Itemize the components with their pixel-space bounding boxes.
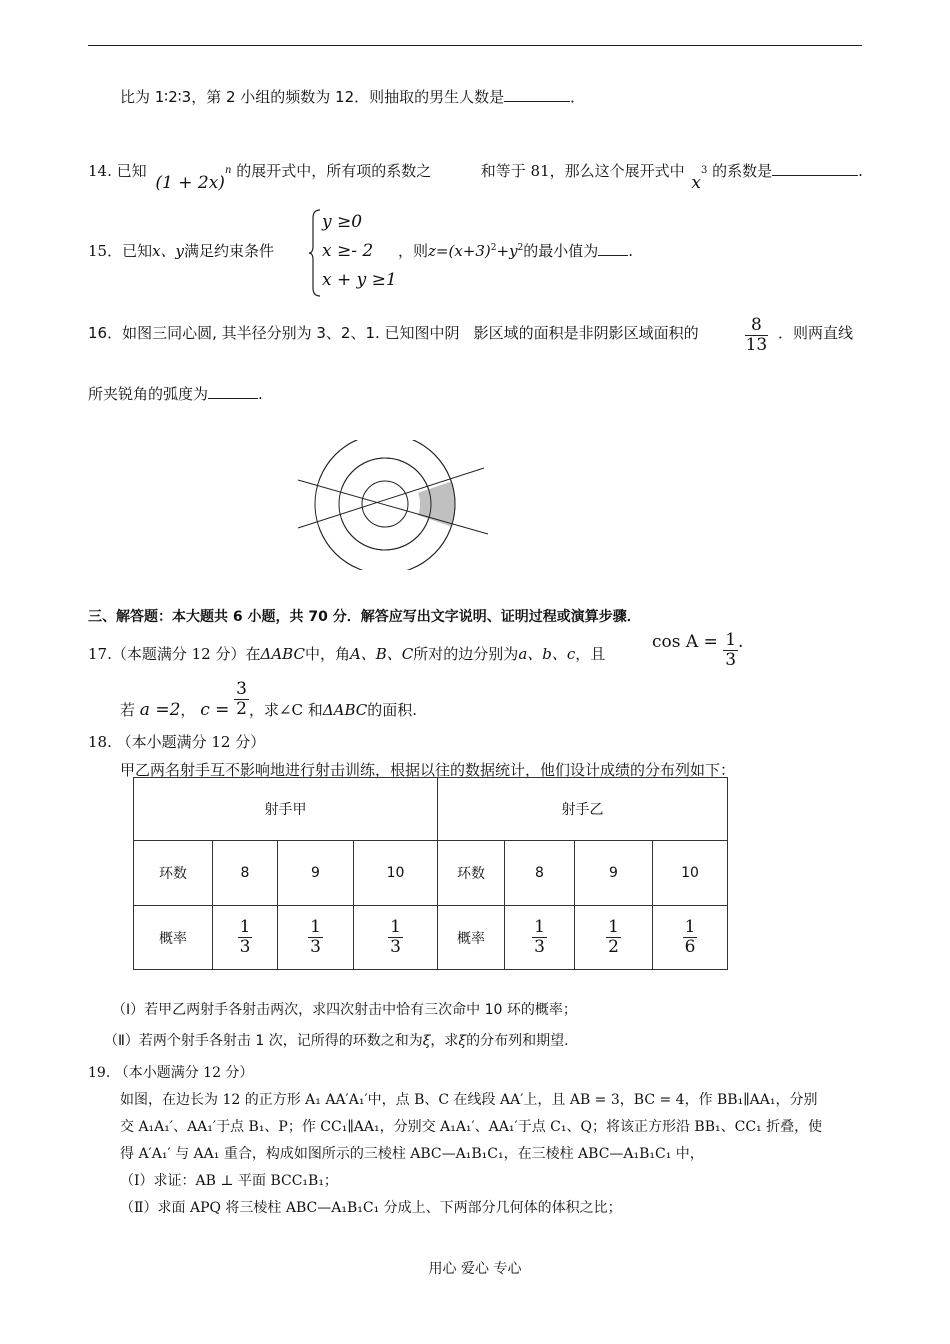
a-ring-8: 8: [213, 841, 278, 906]
shooting-distribution-table: [133, 777, 728, 970]
b-prob-8: $\frac{1}{3}$: [505, 906, 575, 970]
a-ring-10: 10: [354, 841, 438, 906]
q15-system: [322, 208, 397, 295]
ring-label-a: 环数: [134, 841, 213, 906]
q19-line2: 交 A₁A₁′、AA₁′于点 B₁、P；作 CC₁∥AA₁，分别交 A₁A₁′、AA₁′于点 C₁、Q；将该正方形沿 BB₁、CC₁ 折叠，使: [120, 1119, 823, 1135]
q13-blank: [504, 100, 570, 102]
prob-label-a: 概率: [134, 906, 213, 970]
q15-tail: ，则$z=(x+3)^2+y^2$的最小值为 .: [398, 242, 634, 260]
b-prob-9: $\frac{1}{2}$: [575, 906, 653, 970]
section3-heading: 三、解答题：本大题共 6 小题，共 70 分．解答应写出文字说明、证明过程或演算步骤．: [88, 609, 641, 625]
q17-line2: 若 a =2， c = $\frac{3}{2}$ ，求∠C 和ΔABC的面积.: [120, 679, 418, 721]
q14-mid: 的展开式中，所有项的系数之: [236, 162, 432, 180]
a-prob-9: $\frac{1}{3}$: [278, 906, 354, 970]
q16-fraction: $\frac{8}{13}$: [745, 315, 768, 355]
b-prob-10: $\frac{1}{6}$: [653, 906, 728, 970]
q19-head: 19. （本小题满分 12 分）: [88, 1065, 254, 1081]
ring-label-b: 环数: [438, 841, 505, 906]
q13-text: 比为 1∶2∶3，第 2 小组的频数为 12．则抽取的男生人数是: [120, 88, 505, 106]
q18-part2: （Ⅱ）若两个射手各射击 1 次，记所得的环数之和为ξ，求ξ的分布列和期望.: [104, 1033, 569, 1049]
q18-intro: 甲乙两名射手互不影响地进行射击训练，根据以往的数据统计，他们设计成绩的分布列如下：: [120, 761, 736, 779]
b-ring-8: 8: [505, 841, 575, 906]
shooter-b-header: 射手乙: [438, 778, 728, 841]
q19-line3: 得 A′A₁′ 与 AA₁ 重合，构成如图所示的三棱柱 ABC—A₁B₁C₁，在三棱柱 ABC—A₁B₁C₁ 中，: [120, 1146, 704, 1162]
q19-line4: （Ⅰ）求证：AB ⊥ 平面 BCC₁B₁；: [120, 1173, 338, 1189]
q14-tail: 的系数是: [712, 162, 773, 180]
b-ring-10: 10: [653, 841, 728, 906]
q15-brace: [308, 208, 322, 298]
q14-blank: [772, 174, 858, 176]
q15-cond-1: y ≥0: [322, 212, 363, 232]
a-prob-10: $\frac{1}{3}$: [354, 906, 438, 970]
q15-blank: [598, 254, 628, 256]
q17-line1: 17.（本题满分 12 分）在ΔABC中，角A、B、C所对的边分别为a、b、c，且: [88, 645, 606, 663]
q14-expr: $(1 + 2x)^n$: [155, 165, 232, 193]
q16-blank: [208, 397, 258, 399]
q15-cond-2: x ≥- 2: [322, 241, 374, 261]
q14-mid2: 和等于 81，那么这个展开式中: [480, 162, 685, 180]
q14-prefix: 14. 已知: [88, 162, 147, 180]
q19-line1: 如图，在边长为 12 的正方形 A₁ AA′A₁′中，点 B、C 在线段 AA′上，且 AB = 3，BC = 4，作 BB₁∥AA₁，分别: [120, 1092, 818, 1108]
concentric-circles-figure: [294, 440, 490, 570]
q15-prefix: 15．已知x、y满足约束条件: [88, 242, 275, 260]
q18-head: 18. （本小题满分 12 分）: [88, 733, 266, 751]
q14-xpow: $x^3$: [691, 165, 708, 193]
a-ring-9: 9: [278, 841, 354, 906]
q16-tail: ．则两直线: [778, 324, 854, 342]
q17-cos: cos A = $\frac{1}{3}$ .: [652, 630, 744, 670]
q13-end: ．: [570, 88, 586, 106]
top-rule: [88, 45, 862, 46]
page-footer: 用心 爱心 专心: [428, 1261, 522, 1277]
a-prob-8: $\frac{1}{3}$: [213, 906, 278, 970]
q14-end: .: [858, 162, 863, 180]
q16-line1: 16．如图三同心圆, 其半径分别为 3、2、1. 已知图中阴 影区域的面积是非阴影区域面积的: [88, 324, 699, 342]
q14-line: [88, 160, 863, 193]
q13-tail: [120, 86, 585, 107]
inner-circle: [362, 481, 408, 527]
q18-part1: （Ⅰ）若甲乙两射手各射击两次，求四次射击中恰有三次命中 10 环的概率；: [112, 1002, 577, 1018]
q15-cond-3: x + y ≥1: [322, 270, 397, 290]
shooter-a-header: 射手甲: [134, 778, 438, 841]
b-ring-9: 9: [575, 841, 653, 906]
q16-line2: 所夹锐角的弧度为 .: [88, 385, 263, 403]
prob-label-b: 概率: [438, 906, 505, 970]
q19-line5: （Ⅱ）求面 APQ 将三棱柱 ABC—A₁B₁C₁ 分成上、下两部分几何体的体积之比；: [120, 1200, 622, 1216]
